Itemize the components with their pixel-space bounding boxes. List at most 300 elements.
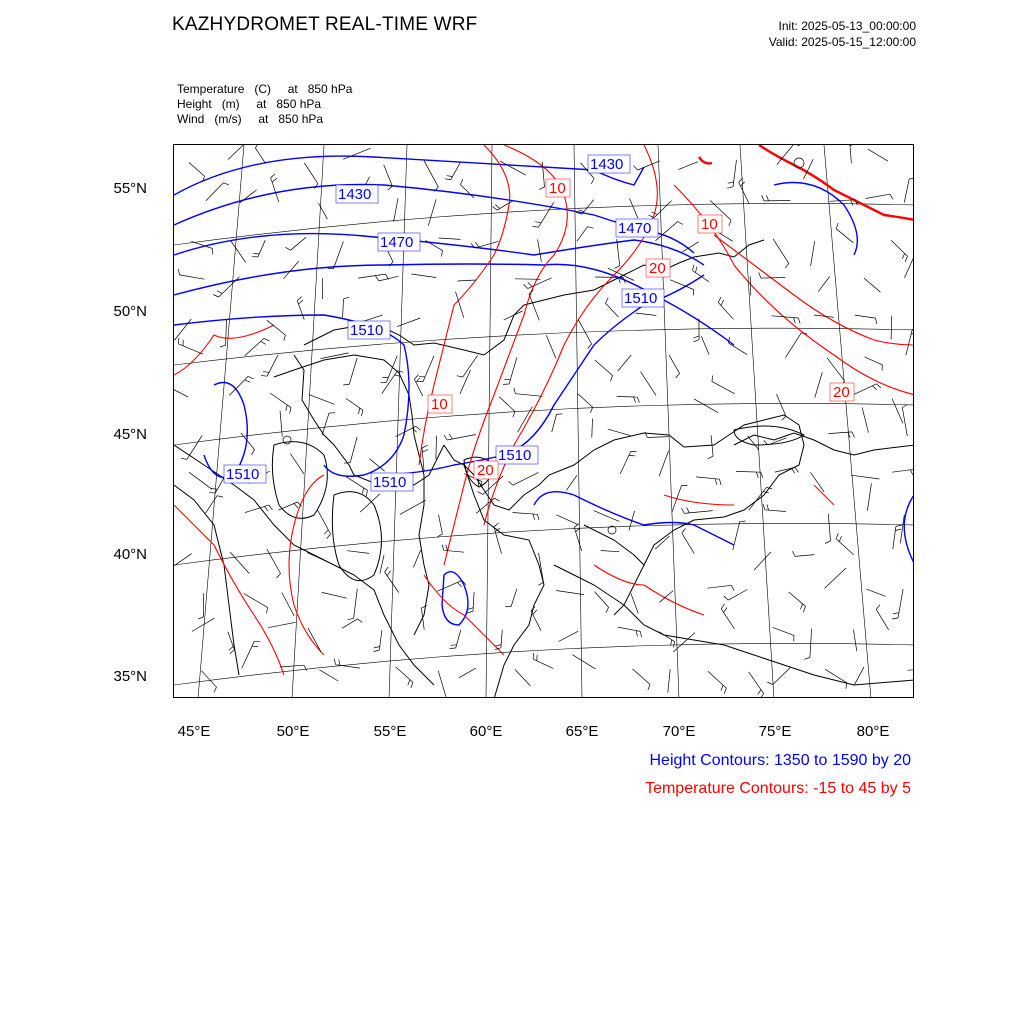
wind-barb xyxy=(308,628,321,652)
wind-barb xyxy=(347,551,369,554)
wind-barb-tick xyxy=(535,222,541,223)
wind-barb-tick xyxy=(851,200,853,206)
wind-barb xyxy=(255,148,265,164)
wind-barb xyxy=(864,278,881,292)
lat-label-55: 55°N xyxy=(113,180,147,197)
wind-barb xyxy=(515,279,541,280)
wind-barb-tick xyxy=(414,375,418,379)
wind-barb-tick xyxy=(324,530,328,535)
wind-barb xyxy=(868,149,888,161)
wind-barb-tick xyxy=(269,505,273,510)
wind-barb xyxy=(908,668,915,670)
wind-barb xyxy=(773,627,794,635)
wind-barb xyxy=(459,668,476,678)
wind-barb xyxy=(773,668,791,685)
wind-barb xyxy=(898,589,903,618)
wind-barb xyxy=(319,670,338,681)
wind-barb xyxy=(825,568,847,588)
wind-barb xyxy=(862,407,868,432)
wind-barb xyxy=(542,162,544,187)
wind-barb xyxy=(456,630,461,648)
wind-barb xyxy=(423,356,434,382)
wind-barb xyxy=(297,301,304,320)
wind-barb-tick xyxy=(606,607,609,612)
wind-barb-tick xyxy=(444,435,447,440)
wind-barb-tick xyxy=(876,605,880,610)
wind-barb xyxy=(242,641,255,668)
wind-barb-tick xyxy=(877,384,881,388)
wind-barb xyxy=(815,372,823,397)
wind-barb-tick xyxy=(358,408,359,414)
wind-barb xyxy=(436,436,437,459)
wind-barb xyxy=(513,513,538,515)
wind-barb xyxy=(202,671,217,687)
wind-barb xyxy=(460,185,474,198)
wind-barb xyxy=(394,198,398,222)
wind-barb xyxy=(531,611,541,631)
wind-barb xyxy=(538,239,542,261)
wind-barb xyxy=(754,552,771,570)
wind-barb xyxy=(701,336,709,355)
wind-barb xyxy=(358,274,386,278)
wind-barb xyxy=(810,629,812,658)
wind-barb xyxy=(206,183,224,201)
wind-barb-tick xyxy=(423,450,428,453)
wind-barb-tick xyxy=(457,376,463,377)
wind-barb-tick xyxy=(825,541,830,544)
lon-label-50: 50°E xyxy=(276,723,310,740)
wind-barb-tick xyxy=(422,445,427,448)
svg-text:1470: 1470 xyxy=(618,220,652,237)
wind-barb-tick xyxy=(245,380,251,383)
wind-barb xyxy=(595,360,613,376)
wind-barb-tick xyxy=(213,295,218,298)
svg-text:1470: 1470 xyxy=(380,234,414,251)
wind-barb-tick xyxy=(442,251,443,257)
lon-label-60: 60°E xyxy=(469,723,503,740)
wind-barb-tick xyxy=(411,682,413,688)
height-label xyxy=(496,446,538,464)
lon-label-55: 55°E xyxy=(373,723,407,740)
wind-barb-tick xyxy=(727,187,733,188)
wind-barb xyxy=(682,533,694,554)
wind-barb-tick xyxy=(910,470,913,475)
wind-barb-tick xyxy=(909,178,914,179)
wind-barb-tick xyxy=(537,655,538,661)
wind-barb xyxy=(669,355,680,374)
wind-barb-tick xyxy=(804,606,806,612)
lat-label-45: 45°N xyxy=(113,426,147,443)
wind-barb xyxy=(712,381,735,393)
wind-barb xyxy=(322,413,329,435)
wind-barb-tick xyxy=(267,607,268,613)
wind-barb-tick xyxy=(217,496,223,497)
wind-barb xyxy=(659,451,669,477)
wind-barb-tick xyxy=(588,344,592,349)
wind-barb xyxy=(309,395,335,405)
wind-barb-tick xyxy=(261,376,267,377)
wind-barb-tick xyxy=(852,432,855,438)
wind-barb-tick xyxy=(636,631,637,637)
wind-barb-tick xyxy=(792,551,795,556)
wind-barb xyxy=(718,302,733,319)
wind-barb xyxy=(245,505,269,512)
wind-barb xyxy=(721,609,734,629)
wind-barb xyxy=(694,399,718,413)
wind-barb-tick xyxy=(513,412,515,418)
wind-barb-tick xyxy=(694,336,700,338)
wind-barb-tick xyxy=(694,340,700,342)
wind-barb-tick xyxy=(539,187,544,190)
height-label xyxy=(371,473,413,491)
temperature-label xyxy=(830,383,854,401)
wind-barb-tick xyxy=(220,345,226,347)
wind-barb-tick xyxy=(590,407,592,413)
wind-barb-tick xyxy=(682,528,686,533)
field-descriptions xyxy=(177,82,352,127)
wind-barb xyxy=(601,551,620,552)
wind-barb xyxy=(473,592,474,611)
wind-barb xyxy=(786,333,802,358)
temperature-label xyxy=(698,215,722,233)
height-label xyxy=(616,219,658,237)
wind-barb-tick xyxy=(389,262,393,266)
wind-barb-tick xyxy=(385,567,388,572)
wind-barb-tick xyxy=(557,414,563,415)
wind-barb-tick xyxy=(223,183,229,185)
wind-barb xyxy=(594,511,620,522)
wind-barb xyxy=(708,671,727,688)
wind-barb xyxy=(268,622,296,627)
wind-barb-tick xyxy=(514,388,516,394)
wind-barb-tick xyxy=(181,458,187,459)
wind-barb-tick xyxy=(728,182,734,183)
wind-barb-tick xyxy=(912,329,914,330)
wind-barb xyxy=(379,276,398,281)
wind-barb-tick xyxy=(229,646,234,650)
svg-text:1510: 1510 xyxy=(498,447,532,464)
wind-barb xyxy=(280,410,282,436)
wind-barb xyxy=(617,397,638,398)
wind-barb xyxy=(795,555,814,557)
wind-barb-tick xyxy=(362,488,363,494)
wind-barb xyxy=(504,311,523,320)
wind-barb-tick xyxy=(214,687,217,692)
wind-barb xyxy=(278,502,297,510)
country-boundaries xyxy=(174,240,914,698)
wind-barb-tick xyxy=(682,508,685,513)
wind-barb-tick xyxy=(892,618,898,619)
parallel-lines xyxy=(174,203,914,685)
wind-barb xyxy=(672,486,681,512)
wind-barb xyxy=(396,667,413,682)
wind-barb xyxy=(810,472,824,492)
wind-barb-tick xyxy=(721,604,724,609)
wind-barb xyxy=(866,589,885,596)
wind-barb xyxy=(854,667,864,685)
wind-barb xyxy=(546,335,556,358)
wind-barb xyxy=(655,222,677,241)
wind-barb xyxy=(280,665,304,667)
wind-barb xyxy=(789,592,806,606)
wind-barb-tick xyxy=(264,338,269,341)
wind-barb-tick xyxy=(198,617,204,619)
lon-label-75: 75°E xyxy=(758,723,792,740)
wind-barb xyxy=(828,514,830,541)
wind-barb-tick xyxy=(850,145,855,146)
wind-barb-tick xyxy=(252,450,255,455)
wind-barb xyxy=(501,630,502,648)
chart-title: KAZHYDROMET REAL-TIME WRF xyxy=(172,14,478,35)
wind-barb xyxy=(574,527,582,551)
wind-barb-tick xyxy=(376,276,379,281)
svg-text:1510: 1510 xyxy=(350,322,384,339)
temperature-label xyxy=(428,395,452,413)
wind-barb xyxy=(360,494,380,512)
wind-barb-tick xyxy=(494,498,499,501)
svg-text:1510: 1510 xyxy=(373,474,407,491)
wind-barb xyxy=(618,627,641,631)
wind-barb xyxy=(777,394,786,416)
wind-barb-tick xyxy=(795,467,798,472)
wind-barb xyxy=(379,630,382,650)
wind-barb-tick xyxy=(902,254,904,260)
wind-barb-tick xyxy=(731,585,734,590)
init-time: Init: 2025-05-13_00:00:00 xyxy=(778,19,916,33)
wind-barb-tick xyxy=(387,571,390,576)
wind-barb xyxy=(174,385,188,397)
svg-text:20: 20 xyxy=(649,260,666,277)
wind-barb xyxy=(608,429,631,436)
wind-barb-tick xyxy=(209,492,215,493)
wind-barb-tick xyxy=(729,220,731,226)
wind-barb-tick xyxy=(798,318,800,324)
wind-barb xyxy=(618,355,632,371)
svg-text:10: 10 xyxy=(701,216,718,233)
wind-barb-tick xyxy=(388,186,393,190)
wind-barb-tick xyxy=(634,397,636,403)
wind-barb-tick xyxy=(254,641,260,642)
wind-barb-tick xyxy=(846,683,847,689)
wind-barb xyxy=(180,275,205,279)
wind-barb xyxy=(400,500,426,514)
wind-barb xyxy=(187,436,202,460)
wind-barb xyxy=(696,477,719,479)
field-temperature: Temperature (C) at 850 hPa xyxy=(177,82,353,96)
wind-barb-tick xyxy=(344,463,350,464)
wind-barb-tick xyxy=(759,273,761,279)
wind-barb xyxy=(647,437,668,438)
wind-barb-tick xyxy=(763,504,765,510)
wind-barb-tick xyxy=(475,242,479,247)
valid-time: Valid: 2025-05-15_12:00:00 xyxy=(768,35,916,49)
wind-barb-tick xyxy=(348,618,354,619)
wind-barb xyxy=(226,320,227,345)
wind-barb xyxy=(636,313,657,316)
wind-barb-tick xyxy=(374,647,380,648)
wind-barb-tick xyxy=(261,342,266,345)
wind-barb-tick xyxy=(785,263,789,268)
wind-barb-tick xyxy=(895,529,901,530)
wind-barb-tick xyxy=(720,479,722,485)
wind-barb xyxy=(245,338,264,355)
wind-barb-tick xyxy=(416,426,421,430)
wind-barb-tick xyxy=(492,206,497,210)
wind-barb-tick xyxy=(760,694,763,698)
wind-barb-tick xyxy=(905,256,907,262)
svg-text:10: 10 xyxy=(549,180,566,197)
wind-barb xyxy=(307,553,326,562)
wind-barb xyxy=(595,277,623,278)
wind-barb xyxy=(411,274,436,278)
wind-barb-tick xyxy=(327,534,331,539)
wind-barb xyxy=(582,200,594,215)
wind-barb xyxy=(380,555,384,574)
wind-barb-tick xyxy=(761,472,763,478)
wind-barb xyxy=(711,435,713,456)
wind-barb xyxy=(853,384,876,395)
wind-barb xyxy=(258,240,265,257)
wind-barb xyxy=(529,294,539,320)
wind-barb xyxy=(350,437,357,463)
wind-barb xyxy=(892,399,903,424)
wind-barb-tick xyxy=(533,514,535,520)
wind-barb-tick xyxy=(358,619,363,623)
wind-barb-tick xyxy=(721,685,723,691)
wind-barb-tick xyxy=(297,297,302,301)
wind-barb-tick xyxy=(446,545,448,551)
wind-barb-tick xyxy=(836,223,838,229)
svg-text:20: 20 xyxy=(477,462,494,479)
wind-barb xyxy=(511,589,517,607)
wind-barb-tick xyxy=(724,596,729,600)
wind-barb xyxy=(476,498,494,513)
wind-barb xyxy=(556,591,584,595)
wind-barb xyxy=(397,318,420,327)
height-label xyxy=(336,185,378,203)
wind-barb-tick xyxy=(893,613,899,614)
wind-barb-tick xyxy=(478,492,483,495)
wind-barb xyxy=(728,343,747,355)
wind-barb xyxy=(271,178,279,203)
wind-barb-tick xyxy=(758,690,761,695)
wind-barb xyxy=(572,655,595,669)
wind-barb xyxy=(552,414,557,432)
wind-barb xyxy=(736,471,761,472)
wind-barb xyxy=(206,496,218,514)
wind-barb-tick xyxy=(629,455,635,456)
wind-barb-tick xyxy=(533,610,537,615)
wind-barb-tick xyxy=(696,267,697,273)
wind-barb xyxy=(463,355,478,377)
wind-barb-tick xyxy=(756,472,758,478)
wind-barb-tick xyxy=(494,523,499,527)
wind-barb xyxy=(413,550,420,567)
wind-barb xyxy=(577,227,588,242)
wind-barb-tick xyxy=(876,318,877,324)
map-canvas xyxy=(174,145,914,698)
wind-barb xyxy=(707,585,731,588)
temperature-contour-legend: Temperature Contours: -15 to 45 by 5 xyxy=(645,780,911,797)
wind-barb-tick xyxy=(495,205,500,209)
wind-barb-tick xyxy=(255,145,258,148)
wind-barb-tick xyxy=(538,582,543,585)
wind-barb xyxy=(192,618,215,631)
wind-barb xyxy=(850,145,852,163)
wind-barb xyxy=(231,241,246,263)
wind-barb-tick xyxy=(467,611,473,613)
wind-barb xyxy=(515,394,542,397)
field-wind: Wind (m/s) at 850 hPa xyxy=(177,112,324,126)
wind-barb xyxy=(437,580,462,591)
wind-barb xyxy=(457,280,476,281)
wind-barb xyxy=(836,229,853,243)
wind-barb xyxy=(836,539,854,555)
lon-label-45: 45°E xyxy=(177,723,211,740)
wind-barb-tick xyxy=(890,194,893,199)
wind-barb xyxy=(733,160,737,187)
svg-text:20: 20 xyxy=(833,384,850,401)
height-label xyxy=(378,233,420,251)
temperature-label xyxy=(474,461,498,479)
lat-label-35: 35°N xyxy=(113,668,147,685)
wind-barb xyxy=(439,238,461,239)
wind-barb xyxy=(592,419,593,438)
wind-barb-tick xyxy=(637,397,639,403)
wind-barb-tick xyxy=(408,680,410,686)
wind-barb-tick xyxy=(211,489,217,490)
wind-barb xyxy=(641,372,657,396)
wind-barb-tick xyxy=(361,410,363,416)
wind-barb xyxy=(384,165,393,186)
wind-barb-tick xyxy=(447,176,453,177)
wind-barb-tick xyxy=(766,195,768,201)
wind-barb xyxy=(617,239,620,266)
lon-label-70: 70°E xyxy=(662,723,696,740)
wind-barb xyxy=(867,484,871,511)
lat-label-50: 50°N xyxy=(113,303,147,320)
wind-barb-tick xyxy=(248,376,254,379)
field-height: Height (m) at 850 hPa xyxy=(177,97,322,111)
wind-barb xyxy=(267,355,278,376)
wind-barb-tick xyxy=(791,468,794,473)
wind-barb xyxy=(518,407,533,433)
wind-barb xyxy=(304,163,318,184)
wind-barb xyxy=(902,408,907,437)
wind-barb xyxy=(853,630,856,652)
wind-barb xyxy=(556,515,578,525)
wind-barb xyxy=(270,393,291,408)
wind-barb-tick xyxy=(528,282,532,286)
wind-barb-tick xyxy=(804,658,810,660)
wind-barb xyxy=(811,241,815,266)
wind-barb-tick xyxy=(174,338,175,340)
wind-barb xyxy=(851,475,879,479)
wind-barb xyxy=(630,198,638,218)
wind-barb-tick xyxy=(284,335,286,341)
wind-barb-tick xyxy=(178,269,179,275)
wind-barb-tick xyxy=(271,174,276,178)
wind-barb-tick xyxy=(265,507,269,512)
wind-barb-tick xyxy=(450,648,456,649)
wind-barb-tick xyxy=(533,653,534,659)
wind-barb xyxy=(748,436,760,450)
wind-barb-tick xyxy=(578,210,584,212)
wind-barb xyxy=(424,161,438,187)
wind-barb-tick xyxy=(451,645,457,646)
wind-barb xyxy=(509,357,517,384)
svg-text:1430: 1430 xyxy=(338,186,372,203)
